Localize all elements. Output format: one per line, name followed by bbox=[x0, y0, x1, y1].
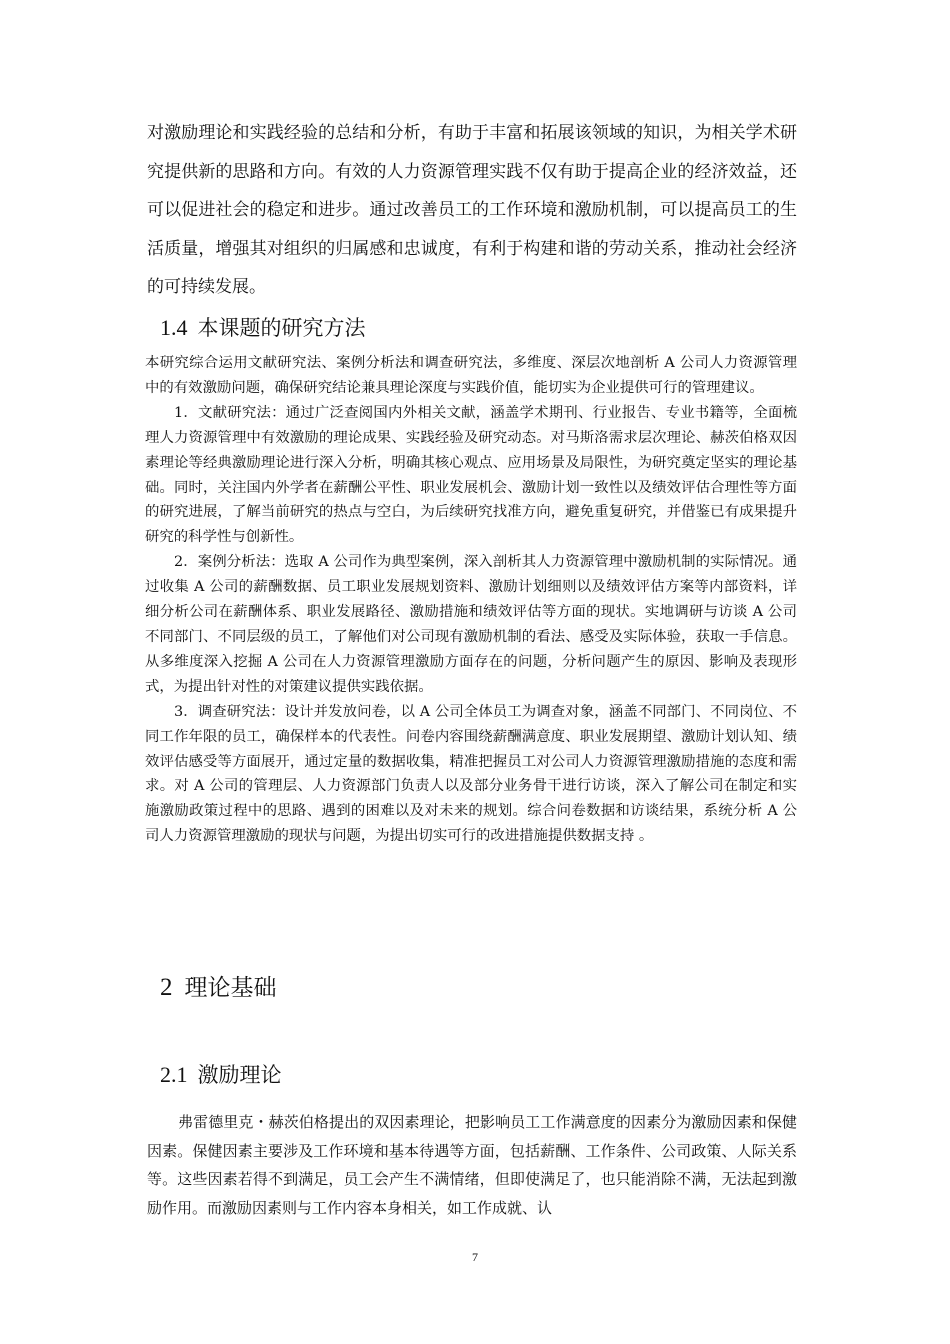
methods-overview-paragraph: 本研究综合运用文献研究法、案例分析法和调查研究法，多维度、深层次地剖析 A 公司人力资源管理中的有效激励问题，确保研究结论兼具理论深度与实践价值，能切实为企业提供可行的管理建议。 bbox=[145, 355, 797, 396]
section-2-1-title: 激励理论 bbox=[197, 1063, 282, 1087]
intro-paragraph: 对激励理论和实践经验的总结和分析，有助于丰富和拓展该领域的知识，为相关学术研究提供新的思路和方向。有效的人力资源管理实践不仅有助于提高企业的经济效益，还可以促进社会的稳定和进步。通过改善员工的工作环境和激励机制，可以提高员工的生活质量，增强其对组织的归属感和忠诚度，有利于构建和谐的劳动关系，推动社会经济的可持续发展。 bbox=[147, 123, 797, 297]
section-1-4-title: 本课题的研究方法 bbox=[197, 316, 366, 340]
chapter-2-number: 2 bbox=[160, 974, 173, 1001]
section-2-1-number: 2.1 bbox=[160, 1062, 188, 1087]
two-factor-theory-paragraph: 弗雷德里克・赫茨伯格提出的双因素理论，把影响员工工作满意度的因素分为激励因素和保健因素。保健因素主要涉及工作环境和基本待遇等方面，包括薪酬、工作条件、公司政策、人际关系等。这些因素若得不到满足，员工会产生不满情绪，但即使满足了，也只能消除不满，无法起到激励作用。而激励因素则与工作内容本身相关，如工作成就、认 bbox=[147, 1113, 797, 1217]
section-1-4-number: 1.4 bbox=[160, 315, 188, 340]
page-number: 7 bbox=[472, 1250, 478, 1264]
method-case-analysis-paragraph: 2．案例分析法：选取 A 公司作为典型案例，深入剖析其人力资源管理中激励机制的实际情况。通过收集 A 公司的薪酬数据、员工职业发展规划资料、激励计划细则以及绩效评估方案等内部资料，详细分析公司在薪酬体系、职业发展路径、激励措施和绩效评估等方面的现状。实地调研与访谈 A 公司不同部门、不同层级的员工，了解他们对公司现有激励机制的看法、感受及实际体验，获取一手信息。从多维度深入挖掘 A 公司在人力资源管理激励方面存在的问题，分析问题产生的原因、影响及表现形式，为提出针对性的对策建议提供实践依据。 bbox=[145, 554, 797, 695]
section-1-4-heading bbox=[160, 313, 366, 343]
method-survey-paragraph: 3．调查研究法：设计并发放问卷，以 A 公司全体员工为调查对象，涵盖不同部门、不同岗位、不同工作年限的员工，确保样本的代表性。问卷内容围绕薪酬满意度、职业发展期望、激励计划认知、绩效评估感受等方面展开，通过定量的数据收集，精准把握员工对公司人力资源管理激励措施的态度和需求。对 A 公司的管理层、人力资源部门负责人以及部分业务骨干进行访谈，深入了解公司在制定和实施激励政策过程中的思路、遇到的困难以及对未来的规划。综合问卷数据和访谈结果，系统分析 A 公司人力资源管理激励的现状与问题，为提出切实可行的改进措施提供数据支持 。 bbox=[145, 703, 797, 845]
chapter-2-heading bbox=[160, 971, 277, 1005]
chapter-2-title: 理论基础 bbox=[184, 975, 277, 1001]
method-literature-paragraph: 1．文献研究法：通过广泛查阅国内外相关文献，涵盖学术期刊、行业报告、专业书籍等，全面梳理人力资源管理中有效激励的理论成果、实践经验及研究动态。对马斯洛需求层次理论、赫茨伯格双因素理论等经典激励理论进行深入分析，明确其核心观点、应用场景及局限性，为研究奠定坚实的理论基础。同时，关注国内外学者在薪酬公平性、职业发展机会、激励计划一致性以及绩效评估合理性等方面的研究进展，了解当前研究的热点与空白，为后续研究找准方向，避免重复研究，并借鉴已有成果提升研究的科学性与创新性。 bbox=[145, 404, 797, 546]
section-2-1-heading bbox=[160, 1060, 282, 1090]
research-methods-block bbox=[145, 351, 797, 849]
